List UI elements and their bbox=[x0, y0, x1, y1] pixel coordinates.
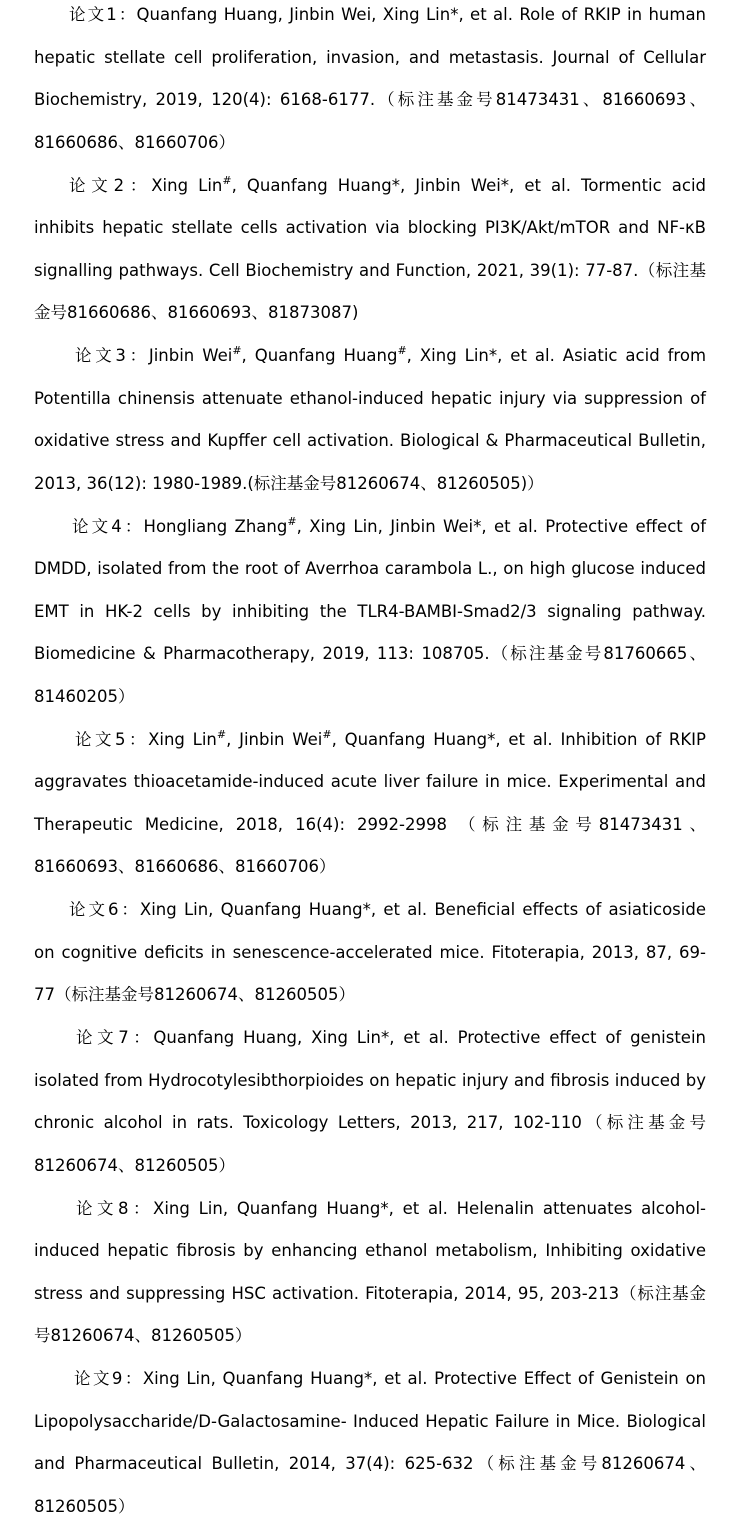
paper-citation: Protective effect of DMDD, isolated from the root of Averrhoa carambola L., on high glucose induced EMT in HK-2 cells by inhibiting the TLR4-BAMBI-Smad2/3 signaling pathway. Biomedicine & Pharmacotherapy, 2019, 113: 108705.（标注基金号81760665、81460205） bbox=[34, 516, 707, 706]
paper-citation: Helenalin attenuates alcohol-induced hepatic fibrosis by enhancing ethanol metabolism, Inhibiting oxidative stress and suppressing HSC activation. Fitoterapia, 2014, 95, 203-213（标注基金号81260674、81260505） bbox=[34, 1198, 707, 1345]
co-first-author-mark: # bbox=[322, 727, 332, 741]
paper-entry-2 bbox=[34, 165, 706, 335]
paper-citation: Role of RKIP in human hepatic stellate cell proliferation, invasion, and metastasis. Journal of Cellular Biochemistry, 2019, 120(4): 6168-6177.（标注基金号81473431、81660693、81660686、81660706） bbox=[34, 5, 707, 152]
paper-entry-8 bbox=[34, 1188, 706, 1358]
paper-author-first: Jinbin Wei bbox=[148, 346, 233, 365]
paper-entry-7 bbox=[34, 1017, 706, 1187]
paper-entry-3 bbox=[34, 335, 706, 505]
paper-entry-4 bbox=[34, 506, 706, 719]
paper-author-second: , Quanfang Huang bbox=[241, 346, 398, 365]
paper-label: 论文6 bbox=[69, 900, 120, 919]
paper-label: 论文9 bbox=[74, 1369, 124, 1388]
paper-authors-rest: , Xing Lin, Jinbin Wei*, et al. bbox=[296, 516, 538, 536]
paper-label: 论文1 bbox=[69, 5, 118, 24]
paper-citation: Beneficial effects of asiaticoside on cognitive deficits in senescence-accelerated mice. Fitoterapia, 2013, 87, 69-77（标注基金号81260674、81260505） bbox=[34, 900, 706, 1004]
paper-label: 论文3 bbox=[75, 346, 127, 365]
label-separator: ： bbox=[119, 900, 140, 919]
paper-label: 论文5 bbox=[75, 729, 127, 749]
paper-entry-1 bbox=[34, 0, 706, 164]
paper-authors: Quanfang Huang, Jinbin Wei, Xing Lin*, et al. bbox=[136, 5, 513, 24]
label-separator: ： bbox=[129, 1198, 154, 1218]
paper-author-second: , Jinbin Wei bbox=[226, 729, 323, 749]
co-first-author-mark: # bbox=[287, 514, 297, 528]
paper-entry-9 bbox=[34, 1358, 706, 1528]
label-separator: ： bbox=[117, 5, 137, 24]
paper-label: 论文2 bbox=[69, 175, 126, 195]
paper-authors-rest: , Xing Lin*, et al. bbox=[406, 346, 555, 365]
paper-citation: Tormentic acid inhibits hepatic stellate cells activation via blocking PI3K/Akt/mTOR and NF-κB signalling pathways. Cell Biochemistry and Function, 2021, 39(1): 77-87.（标注基金号81660686、81660693、81873087) bbox=[34, 175, 707, 322]
label-separator: ： bbox=[126, 729, 149, 749]
paper-entry-5 bbox=[34, 719, 706, 889]
paper-label: 论文7 bbox=[76, 1028, 130, 1047]
paper-authors: Xing Lin, Quanfang Huang*, et al. bbox=[139, 900, 428, 919]
paper-authors-rest: , Quanfang Huang*, et al. bbox=[331, 729, 553, 749]
co-first-author-mark: # bbox=[397, 344, 407, 357]
paper-label: 论文4 bbox=[72, 516, 123, 536]
label-separator: ： bbox=[123, 1369, 143, 1388]
paper-authors: Xing Lin, Quanfang Huang*, et al. bbox=[153, 1198, 448, 1218]
label-separator: ： bbox=[125, 175, 152, 195]
co-first-author-mark: # bbox=[232, 344, 242, 357]
co-first-author-mark: # bbox=[216, 727, 227, 741]
document-body bbox=[34, 0, 706, 1529]
paper-citation: Inhibition of RKIP aggravates thioacetamide-induced acute liver failure in mice. Experimental and Therapeutic Medicine, 2018, 16(4): 2992-2998 （标注基金号81473431、81660693、81660686、81660706） bbox=[34, 729, 706, 876]
paper-authors: Quanfang Huang, Xing Lin*, et al. bbox=[153, 1028, 449, 1047]
paper-label: 论文8 bbox=[76, 1198, 130, 1218]
paper-authors: Xing Lin, Quanfang Huang*, et al. bbox=[142, 1369, 428, 1388]
label-separator: ： bbox=[122, 516, 144, 536]
label-separator: ： bbox=[126, 346, 149, 365]
paper-citation: Asiatic acid from Potentilla chinensis attenuate ethanol-induced hepatic injury via suppression of oxidative stress and Kupffer cell activation. Biological & Pharmaceutical Bulletin, 2013, 36(12): 1980-1989.(标注基金号81260674、81260505)） bbox=[34, 346, 707, 493]
paper-entry-6 bbox=[34, 889, 706, 1017]
paper-citation: Protective effect of genistein isolated from Hydrocotylesibthorpioides on hepatic injury and fibrosis induced by chronic alcohol in rats. Toxicology Letters, 2013, 217, 102-110（标注基金号81260674、81260505） bbox=[34, 1028, 707, 1175]
paper-author-first: Hongliang Zhang bbox=[143, 516, 288, 536]
label-separator: ： bbox=[129, 1028, 154, 1047]
paper-author-first: Xing Lin bbox=[148, 729, 217, 749]
co-first-author-mark: # bbox=[222, 173, 232, 187]
paper-citation: Protective Effect of Genistein on Lipopolysaccharide/D-Galactosamine- Induced Hepatic Failure in Mice. Biological and Pharmaceutical Bulletin, 2014, 37(4): 625-632（标注基金号81260674、81260505） bbox=[34, 1369, 707, 1516]
paper-author-first: Xing Lin bbox=[151, 175, 223, 195]
paper-authors-rest: , Quanfang Huang*, Jinbin Wei*, et al. bbox=[231, 175, 571, 195]
